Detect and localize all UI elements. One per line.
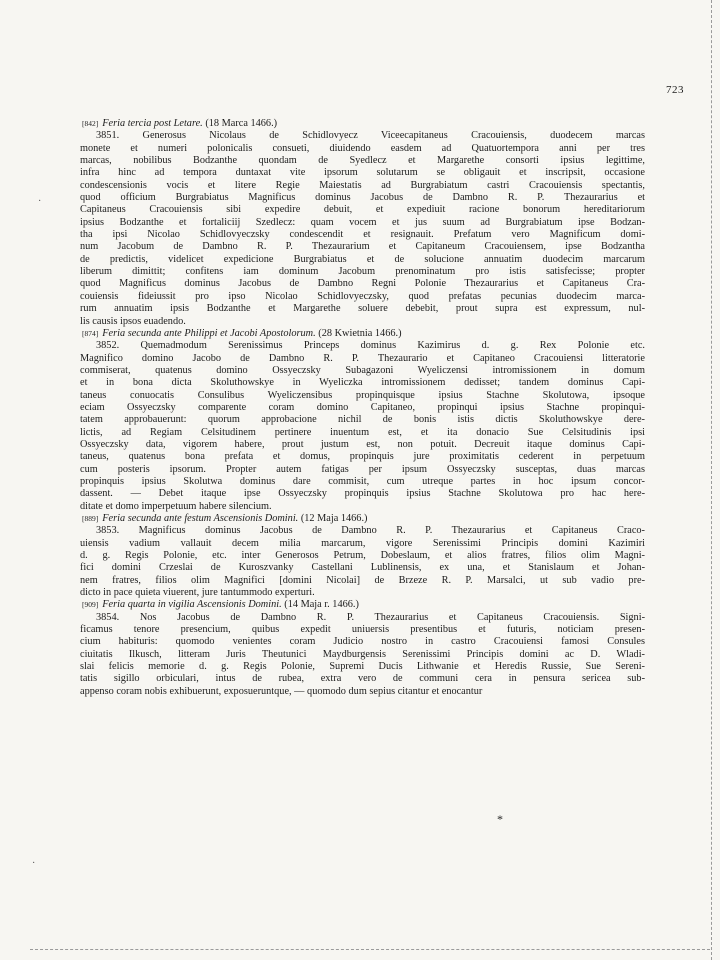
text-line: ipsius Bodzanthe et fortaliciij Szedlecz: quam vocem et jus suum ad Burgrabiatum ipse Bodzan- xyxy=(80,216,645,228)
page-edge-bottom xyxy=(30,948,710,950)
entry-heading xyxy=(80,328,645,340)
entry-heading-date: (12 Maja 1466.) xyxy=(300,513,368,524)
margin-dot: · xyxy=(32,858,36,869)
text-line: Ossyeczsky data, vigorem habere, prout justum est, non potuit. Decreuit itaque dominus Capi- xyxy=(80,438,645,450)
text-line: dicto in pace quieta viuerent, jure tantummodo experturi. xyxy=(80,587,315,599)
entry-heading-date: (28 Kwietnia 1466.) xyxy=(318,327,402,339)
text-line: lis causis ipsos euadendo. xyxy=(80,315,186,327)
document-body xyxy=(80,118,645,698)
text-line: appenso coram nobis exhibuerunt, exposueruntque, — quomodo dum sepius citantur et enocantur xyxy=(80,685,483,697)
text-line: ciuitatis Ilkusch, litteram Juris Theutunici Maydburgensis Serenissimi Principis domini ac D. Wladi- xyxy=(80,648,645,660)
text-line: couiensis fideiussit pro ipso Nicolao Schidlovyeczsky, quod prefatas pecunias duodecim marca- xyxy=(80,290,645,302)
text-line: commiserat, quatenus domino Ossyeczsky Subagazoni Wyeliczensi intromissionem in domum xyxy=(80,364,645,376)
entry-heading-feast: Feria quarta in vigilia Ascensionis Domini. xyxy=(102,599,282,611)
entry-first-line: 3851. Generosus Nicolaus de Schidlovyecz Viceecapitaneus Cracouiensis, duodecem marcas xyxy=(96,130,645,142)
text-line: quod Magnificus dominus Jacobus de Dambno Regni Polonie Thezaurarius et Capitaneus Cra- xyxy=(80,278,645,290)
text-line: dassent. — Debet itaque ipse Ossyeczsky propinquis ipsius Stachne Skolutowa pro hac here- xyxy=(80,488,645,500)
page-number: 723 xyxy=(666,84,684,96)
entry-heading xyxy=(80,599,645,611)
text-line: slai felicis memorie d. g. Regis Polonie, Supremi Ducis Lithwanie et Heredis Russie, Sue Sereni- xyxy=(80,661,645,673)
text-line: monete et numeri polonicalis consueti, diuidendo easdem ad Quatuortempora anni per tres xyxy=(80,142,645,154)
footnote-asterisk: * xyxy=(497,812,503,826)
text-line: nem fratres, filios olim Magnifici [domini Nicolai] de Brzeze R. P. Marsalci, ut sub vadio pre- xyxy=(80,574,645,586)
text-line: quod officium Burgrabiatus Magnificus dominus Jacobus de Dambno R. P. Thezaurarius et xyxy=(80,192,645,204)
text-line: cum posteris ipsorum. Propter autem fatigas per ipsum Ossyeczsky susceptas, duas marcas xyxy=(80,463,645,475)
entry-ref: [874] xyxy=(82,328,99,338)
text-line: tatis sigillo orbiculari, intus de rubea, extra vero de communi cera in pensura sericea sub- xyxy=(80,673,645,685)
text-line: infra hinc ad tempora duntaxat vite ipsorum solutarum se obligauit et inscripsit, occasione xyxy=(80,167,645,179)
text-line: ficamus tenore presencium, quibus expedit uniuersis presentibus et futuris, noticiam presen- xyxy=(80,624,645,636)
entry-first-line: 3852. Quemadmodum Serenissimus Princeps dominus Kazimirus d. g. Rex Polonie etc. xyxy=(96,340,645,352)
margin-dot: · xyxy=(38,196,42,207)
entry-first-line: 3854. Nos Jacobus de Dambno R. P. Thezaurarius et Capitaneus Cracouiensis. Signi- xyxy=(96,611,645,623)
entry-heading xyxy=(80,118,645,130)
text-line: uiensis vadium vallauit decem milia marcarum, vigore Serenissimi Principis domini Kazimiri xyxy=(80,537,645,549)
text-line: Capitaneus Cracouiensis sibi expedire debuit, et expediuit racione bonorum hereditariorum xyxy=(80,204,645,216)
text-line: cium habituris: quomodo venientes coram Judicio nostro in castro Cracouiensi famosi Consules xyxy=(80,636,645,648)
entry-heading-date: (18 Marca 1466.) xyxy=(205,118,278,129)
text-line: eciam Ossyeczsky comparente coram domino Capitaneo, propinqui ipsius Stachne propinqui- xyxy=(80,401,645,413)
text-line: rum annuatim ipsis Bodzanthe et Margarethe soluere debebit, prout supra est expressum, nul- xyxy=(80,303,645,315)
text-line: et in bona dicta Skoluthowskye in Wyeliczka intromissionem dedisset; tandem dominus Capi- xyxy=(80,377,645,389)
entry-heading-feast: Feria tercia post Letare. xyxy=(102,118,203,129)
text-line: d. g. Regis Polonie, etc. inter Generosos Petrum, Dobeslaum, et alios fratres, filios olim Magni- xyxy=(80,550,645,562)
text-line: liberum dimittit; confitens iam dominum Jacobum prenominatum pro istis satisfecisse; propter xyxy=(80,266,645,278)
text-line: lictis, ad Regiam Celsitudinem pertinere inuentum est, et ita donacio Sue Celsitudinis ipsi xyxy=(80,426,645,438)
text-line: tatem approbauerunt: quorum approbacione nichil de bonis istis dictis Skoluthowskye dere- xyxy=(80,414,645,426)
text-line: taneus conuocatis Consulibus Wyeliczensibus propinquisque ipsius Stachne Skolutowa, ipsoque xyxy=(80,389,645,401)
entry-heading-date: (14 Maja r. 1466.) xyxy=(284,599,359,611)
text-line: propinquis ipsius Skolutwa dominus dare commisit, cum utreque partes in hoc ipsum concor- xyxy=(80,475,645,487)
entry-first-line: 3853. Magnificus dominus Jacobus de Dambno R. P. Thezaurarius et Capitaneus Craco- xyxy=(96,525,645,537)
text-line: num Jacobum de Dambno R. P. Thezaurarium et Capitaneum Cracouiensem, ipse Bodzantha xyxy=(80,241,645,253)
text-line: de predictis, videlicet expedicione Burgrabiatus et de solucione annuatim duodecim marcarum xyxy=(80,253,645,265)
entry-heading xyxy=(80,513,645,525)
text-line: fici domini Crzeslai de Kuroszvanky Castellani Lublinensis, ex una, et Stanislaum et Johan- xyxy=(80,562,645,574)
page-edge-right xyxy=(710,0,712,960)
text-line: marcas, nobilibus Bodzanthe quondam de Syedlecz et Margarethe consorti ipsius legittime, xyxy=(80,155,645,167)
entry-ref: [889] xyxy=(82,514,99,523)
entry-ref: [842] xyxy=(82,119,99,128)
text-line: condescensionis vocis et litere Regie Maiestatis ad Burgrabiatum castri Cracouiensis spectantis, xyxy=(80,179,645,191)
entry-heading-feast: Feria secunda ante festum Ascensionis Domini. xyxy=(102,513,299,524)
text-line: Magnifico domino Jacobo de Dambno R. P. Thezaurario et Capitaneo Cracouiensi litteratorie xyxy=(80,352,645,364)
text-line: ditate et domo imperpetuum habere silencium. xyxy=(80,500,272,512)
text-line: taneus, quatenus bona prefata et domus, propinquis jure proximitatis cederent in perpetuum xyxy=(80,451,645,463)
text-line: tha ipsi Nicolao Schidlovyeczsky condescendit et resignauit. Prefatum vero Magnificum domi- xyxy=(80,229,645,241)
entry-heading-feast: Feria secunda ante Philippi et Jacobi Apostolorum. xyxy=(102,327,316,339)
entry-ref: [909] xyxy=(82,600,99,610)
